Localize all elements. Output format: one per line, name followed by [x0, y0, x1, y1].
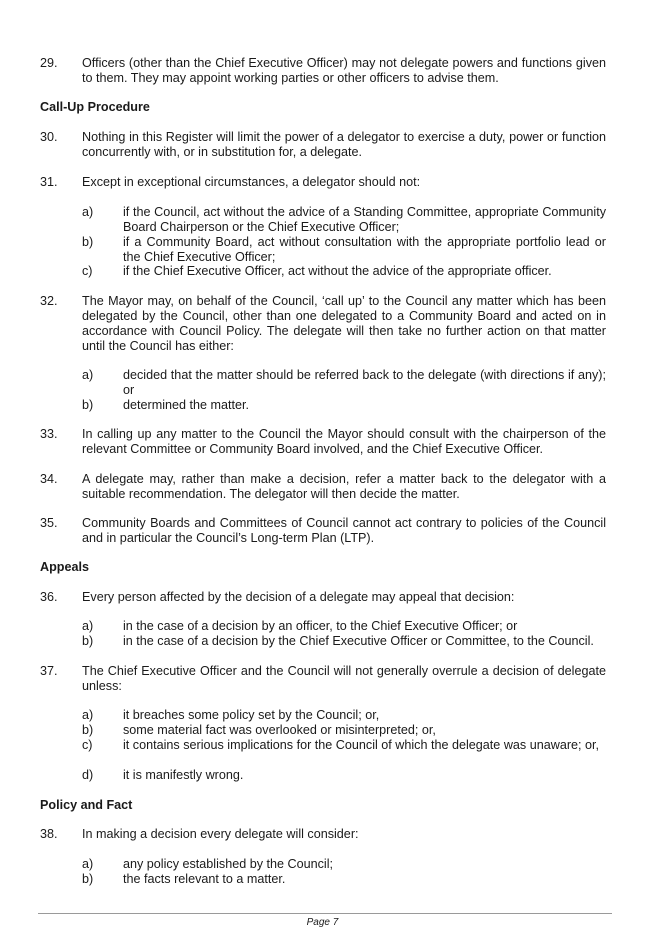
item-text: some material fact was overlooked or misinterpreted; or,: [123, 723, 436, 737]
item-letter: b): [82, 634, 94, 648]
paragraph-text: In calling up any matter to the Council the Mayor should consult with the chairperson of the relevant Committee or Community Board involved, and the Chief Executive Officer.: [82, 427, 606, 456]
item-text: it contains serious implications for the Council of which the delegate was unaware; or,: [123, 738, 600, 752]
item-text: it is manifestly wrong.: [123, 768, 244, 782]
paragraph-number: 35.: [40, 516, 58, 530]
item-text: in the case of a decision by an officer, to the Chief Executive Officer; or: [123, 619, 518, 633]
paragraph-number: 34.: [40, 472, 58, 486]
paragraph-30: [40, 130, 606, 160]
item-text: in the case of a decision by the Chief Executive Officer or Committee, to the Council.: [123, 634, 594, 648]
paragraph-number: 30.: [40, 130, 58, 144]
item-letter: c): [82, 738, 93, 752]
paragraph-31: [40, 175, 606, 190]
paragraph-text: Community Boards and Committees of Council cannot act contrary to policies of the Council and in particular the Council’s Long-term Plan (LTP).: [82, 516, 606, 545]
list-item-32b: [82, 398, 606, 413]
item-text: if the Council, act without the advice of a Standing Committee, appropriate Community Board Chairperson or the Chief Executive Officer;: [123, 205, 606, 234]
item-text: if a Community Board, act without consultation with the appropriate portfolio lead or the Chief Executive Officer;: [123, 235, 606, 264]
item-letter: a): [82, 368, 94, 382]
paragraph-number: 37.: [40, 664, 58, 678]
paragraph-32: [40, 294, 606, 354]
paragraph-text: The Mayor may, on behalf of the Council, ‘call up’ to the Council any matter which has been delegated by the Council, other than one delegated to a Community Board and acted on in accordance with Council Policy. The delegate will then take no further action on that matter until the Council has either:: [82, 294, 606, 353]
list-item-36b: [82, 634, 606, 649]
section-heading-call-up: Call-Up Procedure: [40, 100, 150, 114]
paragraph-number: 38.: [40, 827, 58, 841]
item-letter: a): [82, 205, 94, 219]
footer-divider: [38, 913, 612, 914]
paragraph-text: A delegate may, rather than make a decision, refer a matter back to the delegator with a suitable recommendation. The delegator will then decide the matter.: [82, 472, 606, 501]
list-item-38b: [82, 872, 606, 887]
paragraph-text: Every person affected by the decision of a delegate may appeal that decision:: [82, 590, 515, 604]
paragraph-number: 29.: [40, 56, 58, 70]
item-letter: a): [82, 857, 94, 871]
list-item-37d: [82, 768, 606, 783]
page-number: Page 7: [306, 917, 339, 928]
item-text: if the Chief Executive Officer, act without the advice of the appropriate officer.: [123, 264, 552, 278]
section-heading-policy-and-fact: Policy and Fact: [40, 798, 133, 812]
paragraph-text: In making a decision every delegate will consider:: [82, 827, 359, 841]
paragraph-37: [40, 664, 606, 694]
item-letter: c): [82, 264, 93, 278]
list-item-31c: [82, 264, 606, 279]
paragraph-text: Except in exceptional circumstances, a delegator should not:: [82, 175, 421, 189]
list-item-37a: [82, 708, 606, 723]
item-letter: d): [82, 768, 94, 782]
item-text: determined the matter.: [123, 398, 250, 412]
paragraph-29: [40, 56, 606, 86]
item-letter: b): [82, 872, 94, 886]
paragraph-35: [40, 516, 606, 546]
list-item-37b: [82, 723, 606, 738]
item-text: decided that the matter should be referred back to the delegate (with directions if any); or: [123, 368, 606, 397]
list-item-31a: [82, 205, 606, 235]
item-letter: b): [82, 723, 94, 737]
list-item-32a: [82, 368, 606, 398]
list-item-31b: [82, 235, 606, 265]
paragraph-36: [40, 590, 606, 605]
section-heading-appeals: Appeals: [40, 560, 89, 574]
paragraph-number: 32.: [40, 294, 58, 308]
item-letter: a): [82, 708, 94, 722]
item-letter: b): [82, 235, 94, 249]
paragraph-text: Nothing in this Register will limit the power of a delegator to exercise a duty, power or function concurrently with, or in substitution for, a delegate.: [82, 130, 606, 159]
paragraph-text: The Chief Executive Officer and the Council will not generally overrule a decision of delegate unless:: [82, 664, 606, 693]
paragraph-number: 31.: [40, 175, 58, 189]
item-letter: a): [82, 619, 94, 633]
paragraph-number: 33.: [40, 427, 58, 441]
paragraph-38: [40, 827, 606, 842]
item-letter: b): [82, 398, 94, 412]
list-item-36a: [82, 619, 606, 634]
paragraph-34: [40, 472, 606, 502]
item-text: the facts relevant to a matter.: [123, 872, 286, 886]
item-text: it breaches some policy set by the Council; or,: [123, 708, 380, 722]
paragraph-33: [40, 427, 606, 457]
paragraph-number: 36.: [40, 590, 58, 604]
paragraph-text: Officers (other than the Chief Executive Officer) may not delegate powers and functions given to them. They may appoint working parties or other officers to advise them.: [82, 56, 606, 85]
item-text: any policy established by the Council;: [123, 857, 334, 871]
list-item-38a: [82, 857, 606, 872]
list-item-37c: [82, 738, 606, 753]
